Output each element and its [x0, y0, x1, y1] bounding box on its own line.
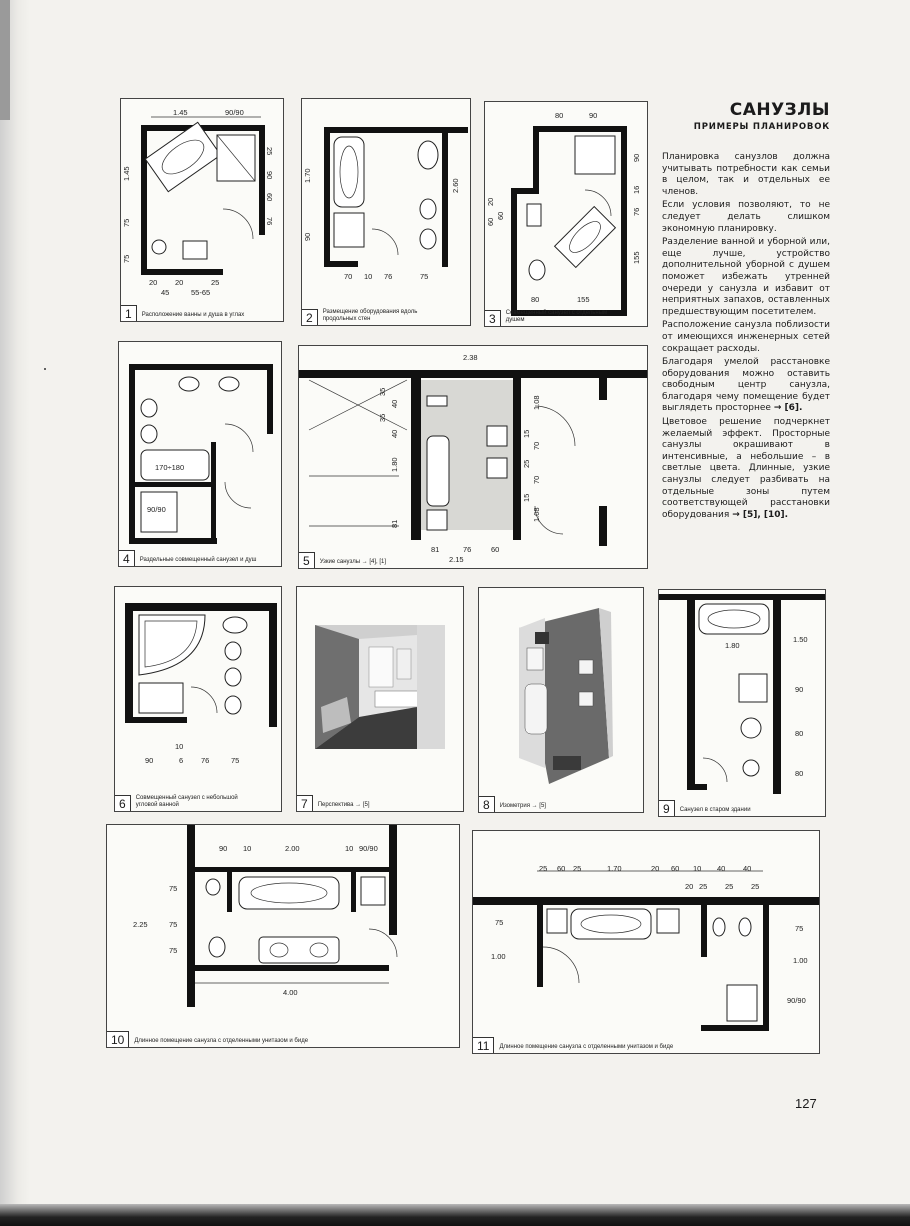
figure-11: [472, 830, 820, 1054]
body-text: [662, 152, 830, 523]
svg-text:25: 25: [725, 882, 734, 891]
figure-caption-text: Санузел в старом здании: [679, 807, 751, 813]
figure-number: 10: [107, 1031, 129, 1047]
scan-bottom-edge: [0, 1204, 910, 1226]
figure-8-caption: [479, 796, 546, 812]
figure-caption-text: Раздельные совмещенный санузел и душ: [139, 557, 257, 563]
svg-text:40: 40: [390, 429, 399, 438]
figure-6: [114, 586, 282, 812]
svg-text:170÷180: 170÷180: [155, 463, 185, 472]
svg-text:1.00: 1.00: [793, 956, 808, 965]
figure-9-caption: [659, 800, 751, 816]
figure-6-caption: [115, 795, 256, 811]
page-subtitle: ПРИМЕРЫ ПЛАНИРОВОК: [693, 122, 830, 132]
svg-text:4.00: 4.00: [283, 988, 298, 997]
svg-text:80: 80: [555, 111, 564, 120]
figure-2: [301, 98, 471, 326]
svg-text:1.08: 1.08: [532, 395, 541, 410]
svg-text:76: 76: [384, 272, 393, 281]
paragraph-text: Благодаря умелой расстановке оборудования можно оставить свободным центр санузла, благодаря чему помещение будет выглядеть просторнее: [662, 357, 830, 414]
figure-number: 9: [659, 800, 675, 816]
figure-number: 2: [302, 309, 318, 325]
svg-text:10: 10: [345, 844, 354, 853]
svg-text:1.45: 1.45: [122, 166, 131, 181]
svg-text:90: 90: [795, 685, 804, 694]
svg-text:20: 20: [685, 882, 694, 891]
svg-text:81: 81: [431, 545, 440, 554]
svg-text:1.00: 1.00: [491, 952, 506, 961]
svg-text:1.70: 1.70: [607, 864, 622, 873]
svg-text:25: 25: [211, 278, 220, 287]
svg-text:75: 75: [169, 884, 178, 893]
figure-caption-text: Перспектива → [5]: [317, 802, 370, 808]
svg-text:25: 25: [573, 864, 582, 873]
svg-text:90: 90: [303, 232, 312, 241]
svg-text:75: 75: [122, 254, 131, 263]
svg-text:1.50: 1.50: [793, 635, 808, 644]
svg-text:155: 155: [577, 295, 590, 304]
figure-7-perspective: [297, 587, 463, 811]
figure-3-caption: [485, 310, 626, 326]
figure-4-dims: [119, 342, 281, 566]
figure-9: [658, 589, 826, 817]
figure-number: 11: [473, 1037, 494, 1053]
paragraph: Разделение ванной и уборной или, еще лучше, устройство дополнительной уборной с душем поможет избежать утренней очереди у санузла и избавит от неприятных запахов, оставленных предшествующим посетителем.: [662, 237, 830, 317]
figure-caption-text: Размещение оборудования вдоль продольных стен: [322, 309, 418, 322]
paragraph: Планировка санузлов должна учитывать потребности как семьи в целом, так и отдельных ее членов.: [662, 152, 830, 197]
svg-text:1.45: 1.45: [173, 108, 188, 117]
figure-number: 3: [485, 310, 501, 326]
svg-text:10: 10: [364, 272, 373, 281]
svg-text:90: 90: [145, 756, 154, 765]
figure-6-dims: [115, 587, 281, 811]
svg-text:75: 75: [795, 924, 804, 933]
figure-caption-text: Длинное помещение санузла с отделенными унитазом и биде: [499, 1044, 674, 1050]
figure-7: [296, 586, 464, 812]
svg-text:6: 6: [179, 756, 184, 765]
svg-text:35: 35: [378, 413, 387, 422]
figure-7-caption: [297, 795, 370, 811]
svg-text:2.38: 2.38: [463, 353, 478, 362]
figure-caption-text: Совмещенный санузел с небольшой угловой ванной: [135, 795, 238, 808]
svg-text:75: 75: [169, 920, 178, 929]
svg-text:40: 40: [717, 864, 726, 873]
svg-text:90/90: 90/90: [147, 505, 166, 514]
paragraph: [662, 417, 830, 521]
svg-text:20: 20: [651, 864, 660, 873]
figure-8: [478, 587, 644, 813]
svg-text:70: 70: [532, 475, 541, 484]
figure-number: 1: [121, 305, 137, 321]
svg-text:35: 35: [378, 387, 387, 396]
figure-number: 5: [299, 552, 315, 568]
svg-text:25: 25: [522, 459, 531, 468]
svg-text:2.25: 2.25: [133, 920, 148, 929]
svg-text:2.60: 2.60: [451, 178, 460, 193]
figure-1: [120, 98, 284, 322]
svg-text:40: 40: [743, 864, 752, 873]
figure-caption-text: Длинное помещение санузла с отделенными унитазом и биде: [134, 1038, 309, 1044]
svg-text:2.15: 2.15: [449, 555, 464, 564]
svg-text:75: 75: [231, 756, 240, 765]
cross-reference: → [5], [10].: [732, 509, 789, 520]
paragraph-text: Цветовое решение подчеркнет желаемый эффект. Просторные санузлы окрашивают в интенсивные, а небольшие – в светлые цвета. Длинные, узкие санузлы следует разбивать на отдельные зоны путем соответствующей расстановки оборудования: [662, 417, 830, 520]
svg-text:155: 155: [632, 251, 641, 264]
svg-text:76: 76: [632, 207, 641, 216]
figure-caption-text: Совмещенный санузел с отдельным душем: [505, 310, 608, 323]
paragraph: Если условия позволяют, то не следует делать слишком экономную планировку.: [662, 200, 830, 234]
svg-text:25: 25: [265, 147, 274, 156]
figure-3: [484, 101, 648, 327]
svg-text:1.80: 1.80: [390, 457, 399, 472]
svg-text:90/90: 90/90: [225, 108, 244, 117]
svg-text:20: 20: [175, 278, 184, 287]
cross-reference: → [6].: [773, 403, 803, 414]
figure-4: [118, 341, 282, 567]
svg-text:1.80: 1.80: [725, 641, 740, 650]
svg-text:60: 60: [491, 545, 500, 554]
svg-text:60: 60: [557, 864, 566, 873]
figure-number: 7: [297, 795, 313, 811]
svg-text:90: 90: [219, 844, 228, 853]
figure-1-caption: [121, 305, 244, 321]
svg-text:25: 25: [699, 882, 708, 891]
figure-5-caption: [299, 552, 386, 568]
page-binding-shadow: [0, 0, 30, 1226]
svg-text:10: 10: [243, 844, 252, 853]
svg-text:76: 76: [201, 756, 210, 765]
paragraph: Расположение санузла поблизости от имеющихся инженерных сетей сокращает расходы.: [662, 320, 830, 354]
svg-text:60: 60: [496, 211, 505, 220]
svg-text:70: 70: [532, 441, 541, 450]
svg-text:60: 60: [671, 864, 680, 873]
svg-text:80: 80: [531, 295, 540, 304]
paragraph: [662, 357, 830, 415]
svg-text:80: 80: [795, 769, 804, 778]
svg-text:20: 20: [486, 197, 495, 206]
figure-10: [106, 824, 460, 1048]
svg-text:15: 15: [522, 493, 531, 502]
svg-text:10: 10: [175, 742, 184, 751]
svg-text:75: 75: [122, 218, 131, 227]
figure-caption-text: Изометрия → [5]: [499, 803, 546, 809]
svg-text:60: 60: [486, 217, 495, 226]
svg-text:40: 40: [390, 399, 399, 408]
svg-text:15: 15: [522, 429, 531, 438]
scan-speck: [44, 368, 46, 370]
figure-8-isometric: [479, 588, 643, 812]
figure-5-dims: [299, 346, 647, 568]
figure-2-caption: [302, 309, 443, 325]
figure-caption-text: Узкие санузлы → [4], [1]: [319, 559, 387, 565]
svg-text:76: 76: [265, 217, 274, 226]
svg-text:80: 80: [795, 729, 804, 738]
svg-text:75: 75: [169, 946, 178, 955]
figure-1-dims: [121, 99, 283, 321]
figure-caption-text: Расположение ванны и душа в углах: [141, 312, 245, 318]
figure-number: 4: [119, 550, 135, 566]
svg-text:55-65: 55-65: [191, 288, 211, 297]
figure-10-caption: [107, 1031, 308, 1047]
svg-text:81: 81: [390, 519, 399, 528]
figure-number: 8: [479, 796, 495, 812]
figure-10-dims: [107, 825, 459, 1047]
figure-2-dims: [302, 99, 470, 325]
svg-text:1.08: 1.08: [532, 507, 541, 522]
figure-3-dims: [485, 102, 647, 326]
page-number: 127: [795, 1096, 817, 1111]
svg-text:16: 16: [632, 185, 641, 194]
svg-text:76: 76: [463, 545, 472, 554]
svg-text:90: 90: [632, 153, 641, 162]
figure-5: [298, 345, 648, 569]
svg-text:75: 75: [420, 272, 429, 281]
svg-text:1.70: 1.70: [303, 168, 312, 183]
section-heading: [662, 100, 830, 132]
svg-text:60: 60: [265, 193, 274, 202]
figure-11-caption: [473, 1037, 673, 1053]
figure-9-dims: [659, 590, 825, 816]
svg-text:90/90: 90/90: [787, 996, 806, 1005]
svg-text:90: 90: [589, 111, 598, 120]
svg-text:90: 90: [265, 171, 274, 180]
figure-11-dims: [473, 831, 819, 1053]
svg-text:20: 20: [149, 278, 158, 287]
figure-4-caption: [119, 550, 270, 566]
svg-text:25: 25: [751, 882, 760, 891]
scan-edge-mark: [0, 0, 10, 120]
svg-text:70: 70: [344, 272, 353, 281]
figure-number: 6: [115, 795, 131, 811]
svg-text:10: 10: [693, 864, 702, 873]
svg-text:2.00: 2.00: [285, 844, 300, 853]
svg-text:45: 45: [161, 288, 170, 297]
page-title: САНУЗЛЫ: [729, 100, 830, 120]
svg-text:75: 75: [495, 918, 504, 927]
svg-text:25: 25: [539, 864, 548, 873]
svg-text:90/90: 90/90: [359, 844, 378, 853]
